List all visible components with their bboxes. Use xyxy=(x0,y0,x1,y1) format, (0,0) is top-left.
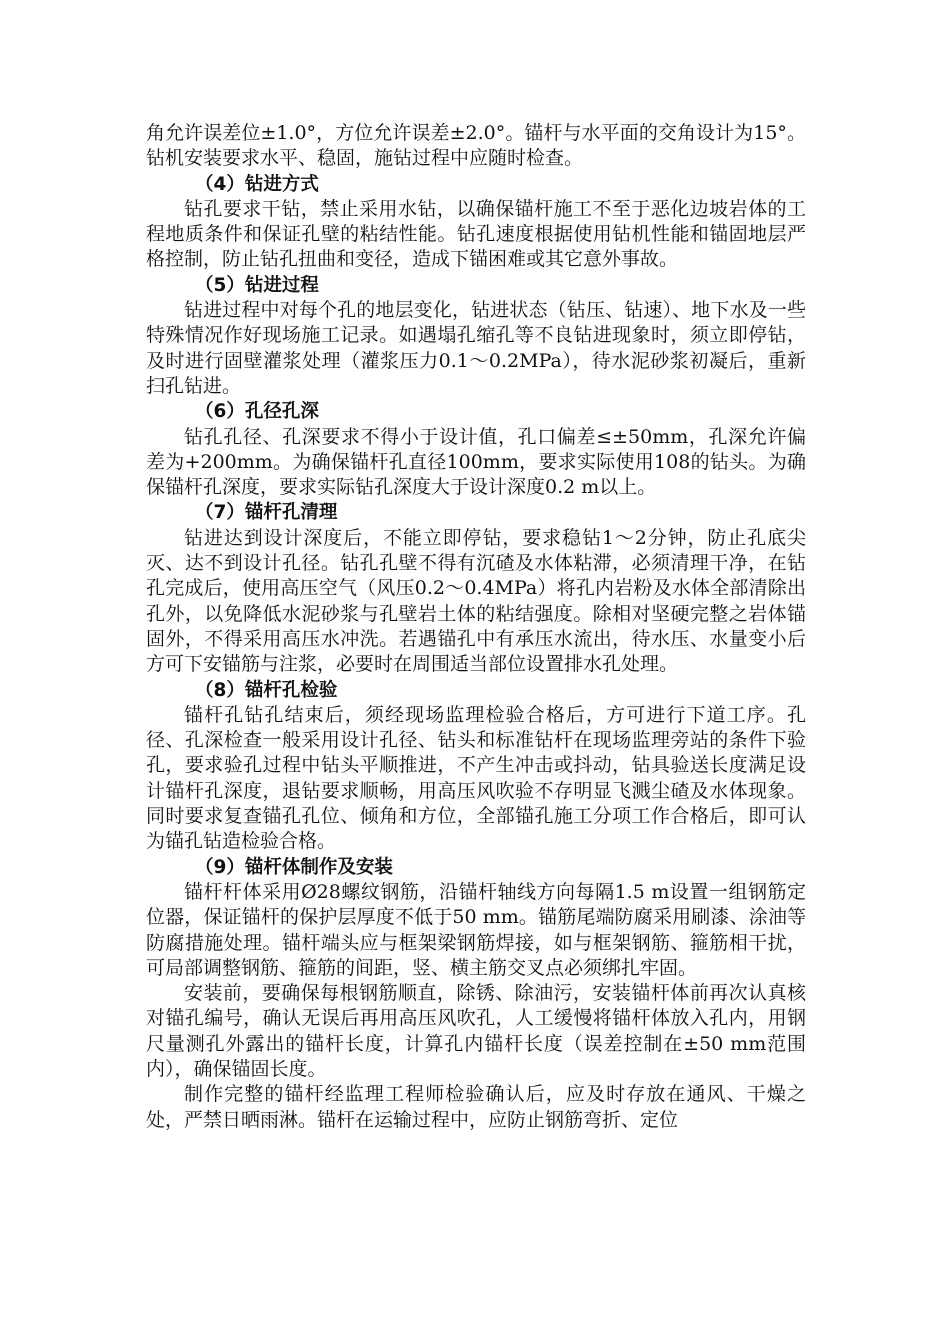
section-heading-hole-diameter-depth: （6）孔径孔深 xyxy=(195,401,319,423)
section-heading-hole-cleaning: （7）锚杆孔清理 xyxy=(195,502,338,524)
section-heading-anchor-fabrication: （9）锚杆体制作及安装 xyxy=(195,856,393,878)
paragraph: 安装前，要确保每根钢筋顺直，除锈、除油污，安装锚杆体前再次认真核对锚孔编号，确认无误后再用高压风吹孔，人工缓慢将锚杆体放入孔内，用钢尺量测孔外露出的锚杆长度，计算孔内锚杆长度（误差控制在±50 mm范围内），确保锚固长度。 xyxy=(146,982,806,1080)
document-body xyxy=(146,121,806,1133)
paragraph: 制作完整的锚杆经监理工程师检验确认后，应及时存放在通风、干燥之处，严禁日晒雨淋。锚杆在运输过程中，应防止钢筋弯折、定位 xyxy=(146,1083,806,1131)
section-heading-drilling-method: （4）钻进方式 xyxy=(195,173,319,195)
paragraph: 钻孔孔径、孔深要求不得小于设计值，孔口偏差≤±50mm，孔深允许偏差为+200mm。为确保锚杆孔直径100mm，要求实际使用108的钻头。为确保锚杆孔深度，要求实际钻孔深度大于设计深度0.2 m以上。 xyxy=(146,425,806,499)
paragraph: 锚杆孔钻孔结束后，须经现场监理检验合格后，方可进行下道工序。孔径、孔深检查一般采用设计孔径、钻头和标准钻杆在现场监理旁站的条件下验孔，要求验孔过程中钻头平顺推进，不产生冲击或抖动，钻具验送长度满足设计锚杆孔深度，退钻要求顺畅，用高压风吹验不存明显飞溅尘碴及水体现象。同时要求复查锚孔孔位、倾角和方位，全部锚孔施工分项工作合格后，即可认为锚孔钻造检验合格。 xyxy=(146,703,806,853)
section-heading-drilling-process: （5）钻进过程 xyxy=(195,274,319,296)
paragraph-continuation: 角允许误差位±1.0°，方位允许误差±2.0°。锚杆与水平面的交角设计为15°。钻机安装要求水平、稳固，施钻过程中应随时检查。 xyxy=(146,122,806,170)
paragraph: 锚杆杆体采用Ø28螺纹钢筋，沿锚杆轴线方向每隔1.5 m设置一组钢筋定位器，保证锚杆的保护层厚度不低于50 mm。锚筋尾端防腐采用刷漆、涂油等防腐措施处理。锚杆端头应与框架梁钢筋焊接，如与框架钢筋、箍筋相干扰，可局部调整钢筋、箍筋的间距，竖、横主筋交叉点必须绑扎牢固。 xyxy=(146,880,806,979)
paragraph: 钻孔要求干钻，禁止采用水钻，以确保锚杆施工不至于恶化边坡岩体的工程地质条件和保证孔壁的粘结性能。钻孔速度根据使用钻机性能和锚固地层严格控制，防止钻孔扭曲和变径，造成下锚困难或其它意外事故。 xyxy=(146,197,806,271)
paragraph: 钻进过程中对每个孔的地层变化，钻进状态（钻压、钻速）、地下水及一些特殊情况作好现场施工记录。如遇塌孔缩孔等不良钻进现象时，须立即停钻，及时进行固壁灌浆处理（灌浆压力0.1～0.2MPa），待水泥砂浆初凝后，重新扫孔钻进。 xyxy=(146,299,806,397)
section-heading-hole-inspection: （8）锚杆孔检验 xyxy=(195,679,338,701)
paragraph: 钻进达到设计深度后，不能立即停钻，要求稳钻1～2分钟，防止孔底尖灭、达不到设计孔径。钻孔孔壁不得有沉碴及水体粘滞，必须清理干净，在钻孔完成后，使用高压空气（风压0.2～0.4MPa）将孔内岩粉及水体全部清除出孔外，以免降低水泥砂浆与孔壁岩土体的粘结强度。除相对坚硬完整之岩体锚固外，不得采用高压水冲洗。若遇锚孔中有承压水流出，待水压、水量变小后方可下安锚筋与注浆，必要时在周围适当部位设置排水孔处理。 xyxy=(146,526,806,676)
